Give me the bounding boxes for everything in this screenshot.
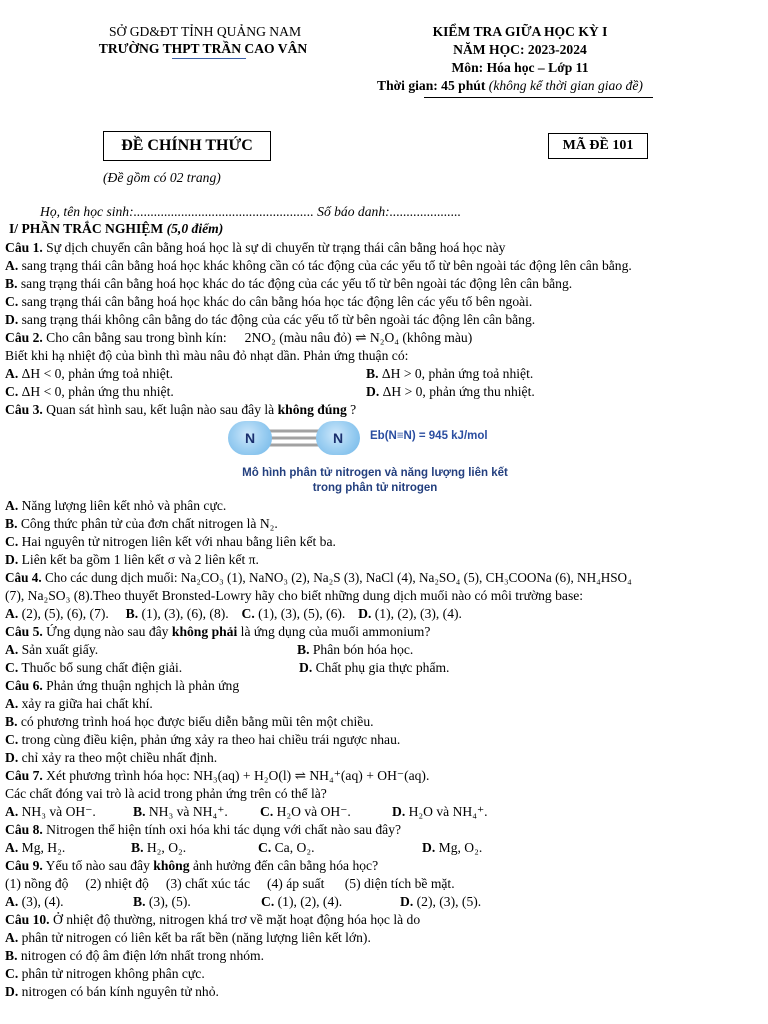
q7-option-a — [5, 804, 96, 819]
option-text: sang trạng thái cân bằng hoá học khác do cân bằng hóa học tác động lên các yếu tố bên ngoài. — [18, 294, 533, 309]
q7-label: Câu 7. — [5, 768, 43, 783]
option-text: (2), (5), (6), (7). — [18, 606, 109, 621]
q9-text: Yếu tố nào sau đây — [42, 858, 154, 873]
q3-label: Câu 3. — [5, 402, 43, 417]
option-letter: A. — [5, 930, 19, 945]
q8-label: Câu 8. — [5, 822, 43, 837]
option-letter: C. — [258, 840, 272, 855]
pages-note: (Đề gồm có 02 trang) — [103, 170, 221, 185]
option-text: (1), (3), (6), (8). — [138, 606, 229, 621]
option-letter: A. — [5, 696, 19, 711]
option-letter: C. — [5, 384, 19, 399]
exam-code-badge: MÃ ĐỀ 101 — [548, 133, 648, 159]
option-text: (2), (3), (5). — [413, 894, 482, 909]
q8-option-a — [5, 840, 65, 855]
nitrogen-atom-right: N — [316, 421, 360, 455]
q5-option-c — [5, 660, 182, 675]
option-text: (1), (3), (5), (6). — [254, 606, 346, 621]
option-letter: A. — [5, 804, 19, 819]
q1-option-b — [5, 275, 760, 293]
option-text: (1), (2), (4). — [274, 894, 343, 909]
option-text: H₂O và OH⁻. — [273, 804, 351, 819]
bond-line-2 — [264, 436, 322, 440]
option-letter: C. — [5, 732, 19, 747]
bond-line-3 — [264, 443, 322, 447]
q4-stem — [5, 569, 760, 587]
option-text: Sản xuất giấy. — [18, 642, 99, 657]
option-letter: B. — [133, 894, 146, 909]
option-letter: D. — [400, 894, 414, 909]
option-text: phân tử nitrogen không phân cực. — [18, 966, 205, 981]
q4-option-a — [5, 606, 109, 621]
header-subject: Môn: Hóa học – Lớp 11 — [451, 60, 589, 75]
option-text: H₂, O₂. — [143, 840, 187, 855]
option-letter: D. — [299, 660, 313, 675]
q5-stem — [5, 623, 760, 641]
option-text: xảy ra giữa hai chất khí. — [18, 696, 153, 711]
option-letter: D. — [5, 312, 19, 327]
q5-emphasis: không phải — [171, 624, 238, 639]
option-text: sang trạng thái không cân bằng do tác động của các yếu tố từ bên ngoài tác động lên cân bằng. — [18, 312, 536, 327]
q7-text: Xét phương trình hóa học: NH₃(aq) + H₂O(l) ⇌ NH₄⁺(aq) + OH⁻(aq). — [42, 768, 430, 783]
option-text: Năng lượng liên kết nhỏ và phân cực. — [18, 498, 227, 513]
q1-option-d — [5, 311, 760, 329]
q7-option-d — [392, 803, 488, 821]
q4-option-d — [358, 606, 462, 621]
option-text: Hai nguyên tử nitrogen liên kết với nhau bằng liên kết ba. — [18, 534, 336, 549]
q4-label: Câu 4. — [5, 570, 42, 585]
q2-label: Câu 2. — [5, 330, 43, 345]
header-school: TRƯỜNG THPT TRẦN CAO VÂN — [98, 41, 308, 56]
q1-option-c — [5, 293, 760, 311]
option-text: chỉ xảy ra theo một chiều nhất định. — [18, 750, 218, 765]
q2-option-b — [366, 365, 533, 383]
option-letter: D. — [358, 606, 372, 621]
q9-option-b — [133, 893, 191, 911]
q6-label: Câu 6. — [5, 678, 43, 693]
q5-option-a — [5, 642, 98, 657]
q9-factors: (1) nồng độ (2) nhiệt độ (3) chất xúc tác (4) áp suất (5) diện tích bề mặt. — [5, 876, 455, 891]
option-letter: C. — [5, 294, 19, 309]
q2-options-row1 — [5, 365, 760, 383]
option-letter: A. — [5, 606, 19, 621]
q8-stem — [5, 821, 760, 839]
header-time — [377, 78, 643, 94]
option-text: Liên kết ba gồm 1 liên kết σ và 2 liên kết π. — [18, 552, 259, 567]
q8-option-d — [422, 839, 482, 857]
option-letter: D. — [366, 384, 380, 399]
q6-text: Phản ứng thuận nghịch là phản ứng — [42, 678, 240, 693]
option-letter: D. — [5, 552, 19, 567]
option-letter: B. — [5, 276, 18, 291]
q6-option-d — [5, 749, 760, 767]
option-letter: C. — [5, 534, 19, 549]
header-year: NĂM HỌC: 2023-2024 — [453, 42, 587, 57]
q7-stem-cont: Các chất đóng vai trò là acid trong phản ứng trên có thể là? — [5, 786, 327, 801]
q2-stem — [5, 329, 760, 347]
q10-option-d — [5, 983, 760, 1001]
q9-option-c — [261, 893, 342, 911]
header-exam: KIỂM TRA GIỮA HỌC KỲ I — [432, 24, 608, 39]
option-text: Mg, O₂. — [435, 840, 483, 855]
q1-text: Sự dịch chuyển cân bằng hoá học là sự di chuyển từ trạng thái cân bằng hoá học này — [42, 240, 506, 255]
q5-option-d — [299, 659, 449, 677]
q8-options — [5, 839, 760, 857]
q6-option-b — [5, 713, 760, 731]
option-letter: C. — [261, 894, 275, 909]
q2-option-a — [5, 366, 173, 381]
q8-option-b — [131, 839, 186, 857]
q6-option-a — [5, 695, 760, 713]
option-text: ΔH < 0, phản ứng toả nhiệt. — [18, 366, 174, 381]
option-text: sang trạng thái cân bằng hoá học khác do tác động của các yếu tố từ bên ngoài tác động lên cân bằng. — [17, 276, 573, 291]
option-text: (3), (5). — [145, 894, 191, 909]
option-letter: B. — [5, 714, 18, 729]
option-text: ΔH > 0, phản ứng thu nhiệt. — [379, 384, 535, 399]
q9-options — [5, 893, 760, 911]
q5-text-end: là ứng dụng của muối ammonium? — [237, 624, 431, 639]
q3-option-a — [5, 497, 760, 515]
q10-stem — [5, 911, 760, 929]
option-letter: C. — [5, 660, 19, 675]
q4-option-b — [126, 606, 229, 621]
q10-label: Câu 10. — [5, 912, 50, 927]
q2-option-d — [366, 383, 535, 401]
q5-options-row2 — [5, 659, 760, 677]
q10-text: Ở nhiệt độ thường, nitrogen khá trơ về mặt hoạt động hóa học là do — [49, 912, 421, 927]
header-time-label: Thời gian: 45 phút — [377, 78, 486, 93]
q1-stem — [5, 239, 760, 257]
option-text: Phân bón hóa học. — [309, 642, 414, 657]
option-text: Mg, H₂. — [18, 840, 66, 855]
q4-options — [5, 605, 760, 623]
q10-option-c — [5, 965, 760, 983]
nitrogen-molecule-figure — [226, 421, 356, 455]
figure-caption-2: trong phân tử nitrogen — [312, 482, 438, 494]
q2-condition: Biết khi hạ nhiệt độ của bình thì màu nâu đỏ nhạt dần. Phản ứng thuận có: — [5, 348, 409, 363]
q5-option-b — [297, 641, 413, 659]
option-text: phân tử nitrogen có liên kết ba rất bền (năng lượng liên kết lớn). — [18, 930, 371, 945]
option-letter: B. — [297, 642, 310, 657]
q9-stem — [5, 857, 760, 875]
bond-energy-label: Eb(N≡N) = 945 kJ/mol — [370, 430, 488, 442]
option-letter: B. — [5, 516, 18, 531]
option-letter: A. — [5, 642, 19, 657]
option-text: (1), (2), (3), (4). — [371, 606, 462, 621]
q3-option-d — [5, 551, 760, 569]
option-text: Chất phụ gia thực phẩm. — [312, 660, 450, 675]
student-info-line: Họ, tên học sinh:..................................................... Số báo danh:..................... — [40, 204, 462, 219]
option-letter: D. — [392, 804, 406, 819]
option-text: Ca, O₂. — [271, 840, 315, 855]
option-text: H₂O và NH₄⁺. — [405, 804, 488, 819]
option-text: trong cùng điều kiện, phản ứng xảy ra theo hai chiều trái ngược nhau. — [18, 732, 401, 747]
q3-text-end: ? — [346, 402, 357, 417]
option-text: có phương trình hoá học được biểu diễn bằng mũi tên một chiều. — [17, 714, 374, 729]
q2-reaction: 2NO₂ (màu nâu đỏ) ⇌ N₂O₄ (không màu) — [244, 330, 473, 345]
option-letter: A. — [5, 366, 19, 381]
option-letter: D. — [5, 984, 19, 999]
q3-option-b — [5, 515, 760, 533]
option-text: ΔH < 0, phản ứng thu nhiệt. — [18, 384, 174, 399]
option-letter: A. — [5, 498, 19, 513]
header-dept: SỞ GD&ĐT TỈNH QUẢNG NAM — [108, 24, 302, 39]
q3-emphasis: không đúng — [277, 402, 347, 417]
option-letter: A. — [5, 840, 19, 855]
q6-option-c — [5, 731, 760, 749]
option-letter: C. — [260, 804, 274, 819]
option-letter: B. — [125, 606, 139, 621]
option-letter: D. — [422, 840, 436, 855]
option-text: ΔH > 0, phản ứng toả nhiệt. — [378, 366, 534, 381]
q8-text: Nitrogen thể hiện tính oxi hóa khi tác dụng với chất nào sau đây? — [42, 822, 402, 837]
option-text: NH₃ và NH₄⁺. — [145, 804, 228, 819]
option-text: sang trạng thái cân bằng hoá học khác không cần có tác động của các yếu tố từ bên ngoài tác động lên cân bằng. — [18, 258, 632, 273]
q2-option-c — [5, 384, 174, 399]
bond-line-1 — [264, 429, 322, 433]
q9-emphasis: không — [153, 858, 190, 873]
q5-label: Câu 5. — [5, 624, 43, 639]
q1-option-a — [5, 257, 760, 275]
option-letter: C. — [241, 606, 255, 621]
q9-option-d — [400, 893, 481, 911]
option-text: Thuốc bổ sung chất điện giải. — [18, 660, 183, 675]
q6-stem — [5, 677, 760, 695]
q9-option-a — [5, 894, 64, 909]
option-text: Công thức phân tử của đơn chất nitrogen là N₂. — [17, 516, 278, 531]
q3-stem — [5, 401, 760, 419]
option-letter: D. — [5, 750, 19, 765]
q2-text: Cho cân bằng sau trong bình kín: — [42, 330, 227, 345]
option-text: nitrogen có bán kính nguyên tử nhỏ. — [18, 984, 219, 999]
q8-option-c — [258, 839, 314, 857]
option-letter: B. — [366, 366, 379, 381]
q4-text: Cho các dung dịch muối: Na₂CO₃ (1), NaNO₃ (2), Na₂S (3), NaCl (4), Na₂SO₄ (5), CH₃COONa (6), NH₄HSO₄ — [41, 570, 632, 585]
q7-option-b — [133, 803, 228, 821]
q5-text: Ứng dụng nào sau đây — [42, 624, 172, 639]
q4-option-c — [242, 606, 346, 621]
option-letter: B. — [131, 840, 144, 855]
header-divider — [424, 97, 653, 98]
section-title: I/ PHẦN TRẮC NGHIỆM — [9, 221, 164, 236]
option-text: nitrogen có độ âm điện lớn nhất trong nhóm. — [17, 948, 265, 963]
q9-text-end: ảnh hưởng đến cân bằng hóa học? — [189, 858, 379, 873]
q1-label: Câu 1. — [5, 240, 43, 255]
option-letter: B. — [5, 948, 18, 963]
q5-options-row1 — [5, 641, 760, 659]
header-time-note: (không kể thời gian giao đề) — [488, 78, 643, 93]
option-letter: B. — [133, 804, 146, 819]
option-letter: C. — [5, 966, 19, 981]
q9-label: Câu 9. — [5, 858, 43, 873]
option-text: (3), (4). — [18, 894, 64, 909]
q3-text: Quan sát hình sau, kết luận nào sau đây là — [42, 402, 278, 417]
q7-options — [5, 803, 760, 821]
q4-stem-cont: (7), Na₂SO₃ (8).Theo thuyết Bronsted-Lowry hãy cho biết những dung dịch muối nào có môi trường base: — [5, 588, 584, 603]
nitrogen-atom-left: N — [228, 421, 272, 455]
option-letter: A. — [5, 894, 19, 909]
option-letter: A. — [5, 258, 19, 273]
section-heading — [9, 221, 223, 237]
section-points: (5,0 điểm) — [166, 221, 224, 236]
option-text: NH₃ và OH⁻. — [18, 804, 96, 819]
q10-option-a — [5, 929, 760, 947]
q7-stem — [5, 767, 760, 785]
q2-options-row2 — [5, 383, 760, 401]
header-school-underline — [172, 58, 246, 59]
q3-option-c — [5, 533, 760, 551]
official-badge: ĐỀ CHÍNH THỨC — [103, 131, 271, 161]
q7-option-c — [260, 803, 351, 821]
q10-option-b — [5, 947, 760, 965]
figure-caption-1: Mô hình phân tử nitrogen và năng lượng liên kết — [242, 467, 508, 479]
